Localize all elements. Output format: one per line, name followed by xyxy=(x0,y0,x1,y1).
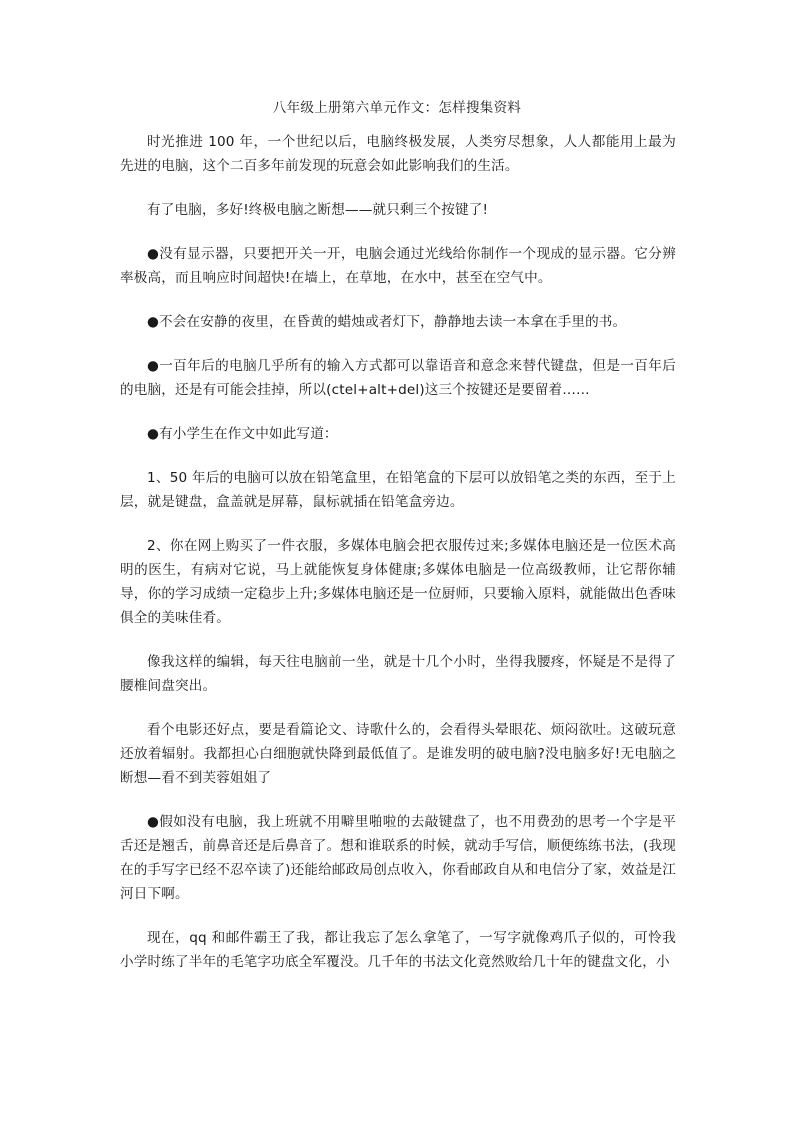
paragraph: ●有小学生在作文中如此写道： xyxy=(147,426,338,442)
paragraph: 时光推进 100 年，一个世纪以后，电脑终极发展，人类穷尽想象，人人都能用上最为先进的电脑，这个二百多年前发现的玩意会如此影响我们的生活。 xyxy=(120,134,676,174)
paragraph: ●一百年后的电脑几乎所有的输入方式都可以靠语音和意念来替代键盘，但是一百年后的电脑，还是有可能会挂掉，所以(ctel+alt+del)这三个按键还是要留着…… xyxy=(120,358,676,398)
paragraph: 2、你在网上购买了一件衣服，多媒体电脑会把衣服传过来;多媒体电脑还是一位医术高明的医生，有病对它说，马上就能恢复身体健康;多媒体电脑是一位高级教师，让它帮你辅导，你的学习成绩一定稳步上升;多媒体电脑还是一位厨师，只要输入原料，就能做出色香味俱全的美味佳肴。 xyxy=(120,538,676,626)
page-title: 八年级上册第六单元作文：怎样搜集资料 xyxy=(272,100,522,116)
paragraph: ●假如没有电脑，我上班就不用噼里啪啦的去敲键盘了，也不用费劲的思考一个字是平舌还是翘舌，前鼻音还是后鼻音了。想和谁联系的时候，就动手写信，顺便练练书法，(我现在的手写字已经不忍卒读了)还能给邮政局创点收入，你看邮政自从和电信分了家，效益是江河日下啊。 xyxy=(120,814,676,902)
document-body xyxy=(120,130,676,994)
paragraph: 1、50 年后的电脑可以放在铅笔盒里，在铅笔盒的下层可以放铅笔之类的东西，至于上层，就是键盘，盒盖就是屏幕，鼠标就插在铅笔盒旁边。 xyxy=(120,470,676,510)
paragraph: 有了电脑，多好!终极电脑之断想——就只剩三个按键了! xyxy=(147,202,489,218)
paragraph: ●不会在安静的夜里，在昏黄的蜡烛或者灯下，静静地去读一本拿在手里的书。 xyxy=(147,314,627,330)
paragraph: ●没有显示器，只要把开关一开，电脑会通过光线给你制作一个现成的显示器。它分辨率极高，而且响应时间超快!在墙上，在草地，在水中，甚至在空气中。 xyxy=(120,246,676,286)
paragraph: 像我这样的编辑，每天往电脑前一坐，就是十几个小时，坐得我腰疼，怀疑是不是得了腰椎间盘突出。 xyxy=(120,654,676,694)
paragraph: 现在，qq 和邮件霸王了我，都让我忘了怎么拿笔了，一写字就像鸡爪子似的，可怜我小学时练了半年的毛笔字功底全军覆没。几千年的书法文化竟然败给几十年的键盘文化，小 xyxy=(120,930,676,970)
paragraph: 看个电影还好点，要是看篇论文、诗歌什么的，会看得头晕眼花、烦闷欲吐。这破玩意还放着辐射。我都担心白细胞就快降到最低值了。是谁发明的破电脑?没电脑多好!无电脑之断想—看不到芙蓉姐姐了 xyxy=(120,722,676,786)
